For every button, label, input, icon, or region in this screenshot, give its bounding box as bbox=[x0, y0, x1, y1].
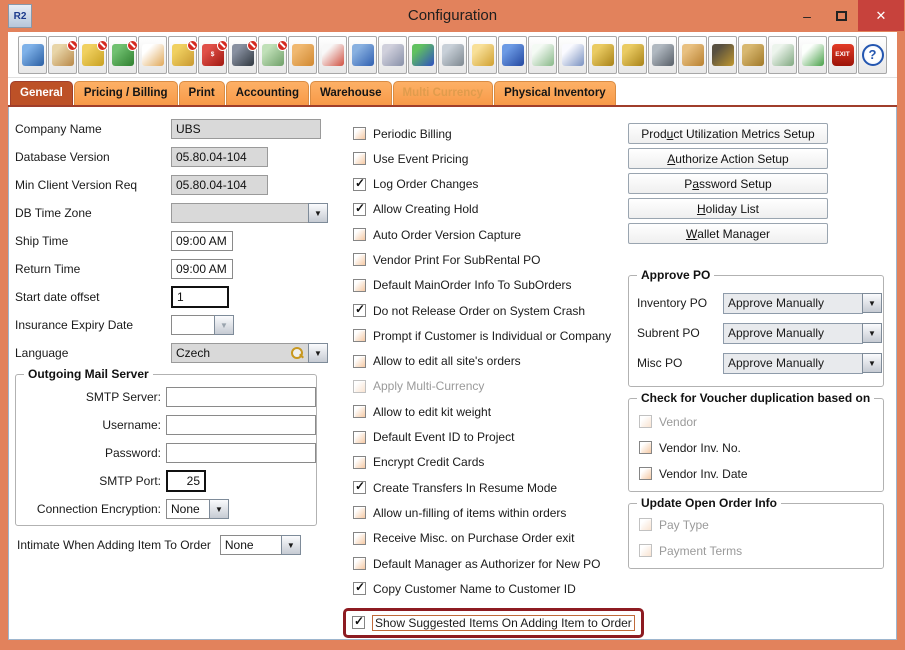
return-time-control bbox=[171, 259, 233, 279]
wallet-manager-button[interactable]: W allet Manager bbox=[628, 223, 828, 244]
smtp-port-row bbox=[16, 467, 316, 495]
edit-notes-icon bbox=[142, 44, 164, 66]
checkbox-periodic-billing[interactable] bbox=[353, 127, 366, 140]
language-control bbox=[171, 343, 328, 363]
tab-bar bbox=[8, 78, 897, 107]
restricted-badge-icon bbox=[127, 40, 138, 51]
calendar-icon bbox=[322, 44, 344, 66]
checkbox-label: Allow to edit kit weight bbox=[373, 404, 492, 419]
lock-import-button[interactable] bbox=[288, 36, 317, 74]
db-time-zone-label: DB Time Zone bbox=[15, 206, 92, 220]
shipping-doc-icon bbox=[52, 44, 74, 66]
checkbox-vendor[interactable] bbox=[639, 415, 652, 428]
payment-icon: $ bbox=[202, 44, 224, 66]
tab-general[interactable]: General bbox=[10, 81, 73, 105]
tools-config-button[interactable] bbox=[648, 36, 677, 74]
chevron-down-icon[interactable]: ▼ bbox=[862, 293, 882, 313]
chevron-down-icon[interactable]: ▼ bbox=[308, 203, 328, 223]
language-label: Language bbox=[15, 346, 69, 360]
tab-pricing-billing[interactable]: Pricing / Billing bbox=[74, 81, 178, 105]
group-title: Outgoing Mail Server bbox=[24, 367, 153, 381]
cash-coins-icon bbox=[82, 44, 104, 66]
username-label: Username: bbox=[102, 418, 161, 432]
product-cubes-button[interactable] bbox=[408, 36, 437, 74]
subrent-po-value[interactable]: Approve Manually bbox=[723, 323, 863, 344]
shield-user-button[interactable] bbox=[618, 36, 647, 74]
voucher-duplication-group bbox=[628, 391, 884, 492]
chevron-down-icon[interactable]: ▼ bbox=[862, 353, 882, 373]
close-button[interactable]: ✕ bbox=[858, 0, 904, 31]
cash-coins-button[interactable] bbox=[78, 36, 107, 74]
insurance-expiry-date-control bbox=[171, 315, 234, 335]
checkbox-encrypt-credit-cards[interactable] bbox=[353, 456, 366, 469]
start-date-offset-input[interactable] bbox=[171, 286, 229, 308]
awards-button[interactable] bbox=[708, 36, 737, 74]
ship-time-row bbox=[15, 227, 347, 255]
checkbox-row bbox=[639, 544, 883, 557]
insurance-expiry-date-input[interactable] bbox=[171, 315, 215, 335]
company-name-row bbox=[15, 115, 347, 143]
schedule-grid-icon bbox=[232, 44, 254, 66]
billing-invoice-icon bbox=[112, 44, 134, 66]
tax-table-icon bbox=[262, 44, 284, 66]
checkbox-label: Default MainOrder Info To SubOrders bbox=[373, 278, 572, 293]
window-controls bbox=[790, 0, 904, 31]
company-name-control bbox=[171, 119, 321, 139]
checkbox-vendor-inv-date[interactable] bbox=[639, 467, 652, 480]
inventory-po-combo bbox=[723, 293, 882, 314]
title-bar bbox=[0, 0, 905, 32]
help-button[interactable] bbox=[858, 36, 887, 74]
save-icon bbox=[22, 44, 44, 66]
password-label: Password: bbox=[104, 446, 161, 460]
lock-import-icon bbox=[292, 44, 314, 66]
restricted-badge-icon bbox=[187, 40, 198, 51]
min-client-version-req-control bbox=[171, 175, 268, 195]
measure-ruler-icon bbox=[352, 44, 374, 66]
order-form-icon bbox=[172, 44, 194, 66]
checkbox-allow-to-edit-kit-weight[interactable] bbox=[353, 405, 366, 418]
checkbox-vendor-inv-no[interactable] bbox=[639, 441, 652, 454]
shield-search-button[interactable] bbox=[588, 36, 617, 74]
intimate-combo-value[interactable]: None bbox=[220, 535, 282, 555]
checkbox-allow-to-edit-all-site-s-orders[interactable] bbox=[353, 355, 366, 368]
checkbox-label: Payment Terms bbox=[659, 543, 743, 558]
smtp-port-input[interactable] bbox=[166, 470, 206, 492]
checkbox-label: Show Suggested Items On Adding Item to Order bbox=[372, 615, 635, 631]
report-settings-icon bbox=[772, 44, 794, 66]
checkbox-allow-un-filling-of-items-within-orders[interactable] bbox=[353, 506, 366, 519]
misc-po-value[interactable]: Approve Manually bbox=[723, 353, 863, 374]
document-export-icon bbox=[802, 44, 824, 66]
restricted-badge-icon bbox=[67, 40, 78, 51]
report-settings-button[interactable] bbox=[768, 36, 797, 74]
chevron-down-icon[interactable]: ▼ bbox=[209, 499, 229, 519]
help-icon: ? bbox=[862, 44, 884, 66]
smtp-server-row bbox=[16, 383, 316, 411]
checkbox-label: Create Transfers In Resume Mode bbox=[373, 480, 558, 495]
tab-multi-currency[interactable]: Multi Currency bbox=[393, 81, 494, 105]
subrent-po-row bbox=[629, 318, 883, 348]
intimate-when-adding-item-row bbox=[17, 535, 301, 555]
checkbox-row bbox=[353, 178, 644, 191]
checkbox-label: Do not Release Order on System Crash bbox=[373, 303, 586, 318]
smtp-port-label: SMTP Port: bbox=[99, 474, 161, 488]
schedule-grid-button[interactable] bbox=[228, 36, 257, 74]
ship-time-control bbox=[171, 231, 233, 251]
start-date-offset-control bbox=[171, 286, 229, 308]
checkbox-row bbox=[639, 415, 883, 428]
restricted-badge-icon bbox=[97, 40, 108, 51]
document-send-button[interactable] bbox=[558, 36, 587, 74]
checkbox-row bbox=[353, 253, 644, 266]
folder-history-icon bbox=[472, 44, 494, 66]
checkbox-row bbox=[639, 518, 883, 531]
billing-invoice-button[interactable] bbox=[108, 36, 137, 74]
checkbox-do-not-release-order-on-system-crash[interactable] bbox=[353, 304, 366, 317]
intimate-combo bbox=[220, 535, 301, 555]
smtp-server-input[interactable] bbox=[166, 387, 316, 407]
min-client-version-req-field: 05.80.04-104 bbox=[171, 175, 268, 195]
maximize-icon bbox=[836, 11, 847, 21]
connection-encryption-row bbox=[16, 495, 316, 523]
checkbox-payment-terms[interactable] bbox=[639, 544, 652, 557]
database-version-field: 05.80.04-104 bbox=[171, 147, 268, 167]
checkbox-pay-type[interactable] bbox=[639, 518, 652, 531]
checkbox-label: Periodic Billing bbox=[373, 126, 452, 141]
price-tag-settings-button[interactable] bbox=[438, 36, 467, 74]
checkbox-label: Pay Type bbox=[659, 517, 709, 532]
authorize-action-setup-button[interactable]: A uthorize Action Setup bbox=[628, 148, 828, 169]
db-time-zone-field bbox=[171, 203, 309, 223]
checkbox-label: Allow to edit all site's orders bbox=[373, 354, 521, 369]
checkbox-prompt-if-customer-is-individual-or-company[interactable] bbox=[353, 329, 366, 342]
chevron-down-icon[interactable]: ▼ bbox=[862, 323, 882, 343]
checkbox-label: Use Event Pricing bbox=[373, 151, 469, 166]
voucher-checkboxes bbox=[639, 415, 883, 480]
db-time-zone-control bbox=[171, 203, 328, 223]
product-cubes-icon bbox=[412, 44, 434, 66]
minimize-button[interactable]: – bbox=[803, 7, 811, 24]
checkbox-apply-multi-currency[interactable] bbox=[353, 380, 366, 393]
username-input[interactable] bbox=[166, 415, 316, 435]
settings-gears-icon bbox=[382, 44, 404, 66]
group-title: Approve PO bbox=[637, 268, 714, 282]
return-time-row bbox=[15, 255, 347, 283]
mail-server-fields bbox=[16, 383, 316, 523]
checkbox-row bbox=[353, 506, 644, 519]
checkbox-row bbox=[353, 456, 644, 469]
edit-notes-button[interactable] bbox=[138, 36, 167, 74]
subrent-po-combo bbox=[723, 323, 882, 344]
checkbox-row bbox=[353, 127, 644, 140]
start-date-offset-label: Start date offset bbox=[15, 290, 100, 304]
tax-table-button[interactable] bbox=[258, 36, 287, 74]
tab-print[interactable]: Print bbox=[179, 81, 225, 105]
checkbox-copy-customer-name-to-customer-id[interactable] bbox=[353, 582, 366, 595]
connection-encryption-value[interactable]: None bbox=[166, 499, 210, 519]
checkbox-default-event-id-to-project[interactable] bbox=[353, 431, 366, 444]
ship-time-label: Ship Time bbox=[15, 234, 69, 248]
checkbox-row bbox=[353, 481, 644, 494]
tools-config-icon bbox=[652, 44, 674, 66]
general-tab-panel bbox=[8, 107, 897, 640]
checkbox-show-suggested-items-on-adding-item-to-order[interactable] bbox=[352, 616, 365, 629]
outgoing-mail-server-group bbox=[15, 367, 317, 526]
checkbox-row bbox=[353, 355, 644, 368]
checkbox-row bbox=[353, 380, 644, 393]
checkbox-row bbox=[353, 329, 644, 342]
min-client-version-req-label: Min Client Version Req bbox=[15, 178, 138, 192]
db-time-zone-row bbox=[15, 199, 347, 227]
checkbox-row bbox=[639, 467, 883, 480]
options-checkbox-column bbox=[353, 127, 644, 642]
app-icon: R2 bbox=[8, 4, 32, 28]
checkbox-row bbox=[353, 279, 644, 292]
chevron-down-icon[interactable]: ▼ bbox=[308, 343, 328, 363]
inventory-po-value[interactable]: Approve Manually bbox=[723, 293, 863, 314]
form-editor-icon bbox=[502, 44, 524, 66]
checkbox-log-order-changes[interactable] bbox=[353, 178, 366, 191]
checkbox-row bbox=[353, 582, 644, 595]
approve-po-group bbox=[628, 268, 884, 387]
inventory-po-label: Inventory PO bbox=[637, 296, 708, 310]
checkbox-label: Vendor bbox=[659, 414, 698, 429]
checkbox-auto-order-version-capture[interactable] bbox=[353, 228, 366, 241]
checkbox-create-transfers-in-resume-mode[interactable] bbox=[353, 481, 366, 494]
checkbox-label: Allow un-filling of items within orders bbox=[373, 505, 567, 520]
report-cubes-button[interactable] bbox=[528, 36, 557, 74]
folder-settings-icon bbox=[742, 44, 764, 66]
checkbox-label: Vendor Inv. No. bbox=[659, 440, 741, 455]
approve-po-rows bbox=[629, 288, 883, 378]
tab-warehouse[interactable]: Warehouse bbox=[310, 81, 392, 105]
group-title: Check for Voucher duplication based on bbox=[637, 391, 874, 405]
form-editor-button[interactable] bbox=[498, 36, 527, 74]
password-setup-button[interactable]: P a ssword Setup bbox=[628, 173, 828, 194]
document-send-icon bbox=[562, 44, 584, 66]
inventory-po-row bbox=[629, 288, 883, 318]
misc-po-row bbox=[629, 348, 883, 378]
checkbox-row bbox=[353, 557, 644, 570]
password-input[interactable] bbox=[166, 443, 316, 463]
update-open-order-checkboxes bbox=[639, 518, 883, 557]
shield-user-icon bbox=[622, 44, 644, 66]
connection-encryption-combo bbox=[166, 499, 229, 519]
save-button[interactable] bbox=[18, 36, 47, 74]
window-body bbox=[8, 32, 897, 640]
restricted-badge-icon bbox=[247, 40, 258, 51]
checkbox-label: Copy Customer Name to Customer ID bbox=[373, 581, 576, 596]
secure-folder-button[interactable] bbox=[678, 36, 707, 74]
checkbox-default-manager-as-authorizer-for-new-po[interactable] bbox=[353, 557, 366, 570]
group-title: Update Open Order Info bbox=[637, 496, 781, 510]
ship-time-input[interactable] bbox=[171, 231, 233, 251]
checkbox-row bbox=[353, 203, 644, 216]
window-title: Configuration bbox=[407, 7, 498, 24]
checkbox-label: Apply Multi-Currency bbox=[373, 379, 485, 394]
checkbox-label: Default Manager as Authorizer for New PO bbox=[373, 556, 601, 571]
checkbox-label: Auto Order Version Capture bbox=[373, 227, 522, 242]
folder-settings-button[interactable] bbox=[738, 36, 767, 74]
product-utilization-metrics-setup-button[interactable]: Prod u ct Utilization Metrics Setup bbox=[628, 123, 828, 144]
checkbox-row bbox=[353, 152, 644, 165]
checkbox-label: Allow Creating Hold bbox=[373, 202, 479, 217]
holiday-list-button[interactable]: H oliday List bbox=[628, 198, 828, 219]
language-field[interactable]: Czech bbox=[171, 343, 309, 363]
exit-button[interactable] bbox=[828, 36, 857, 74]
checkbox-label: Receive Misc. on Purchase Order exit bbox=[373, 531, 575, 546]
settings-gears-button[interactable] bbox=[378, 36, 407, 74]
checkbox-vendor-print-for-subrental-po[interactable] bbox=[353, 253, 366, 266]
secure-folder-icon bbox=[682, 44, 704, 66]
report-cubes-icon bbox=[532, 44, 554, 66]
setup-action-buttons bbox=[628, 123, 828, 248]
database-version-control bbox=[171, 147, 268, 167]
checkbox-row bbox=[639, 441, 883, 454]
company-name-field: UBS bbox=[171, 119, 321, 139]
checkbox-row-highlighted bbox=[343, 608, 644, 638]
return-time-input[interactable] bbox=[171, 259, 233, 279]
search-icon[interactable] bbox=[291, 347, 304, 360]
connection-encryption-label: Connection Encryption: bbox=[36, 502, 161, 516]
username-row bbox=[16, 411, 316, 439]
restricted-badge-icon bbox=[217, 40, 228, 51]
database-version-label: Database Version bbox=[15, 150, 110, 164]
checkbox-default-mainorder-info-to-suborders[interactable] bbox=[353, 279, 366, 292]
order-form-button[interactable] bbox=[168, 36, 197, 74]
folder-history-button[interactable] bbox=[468, 36, 497, 74]
checkbox-label: Encrypt Credit Cards bbox=[373, 455, 485, 470]
maximize-button[interactable] bbox=[824, 0, 858, 31]
checkbox-label: Vendor Inv. Date bbox=[659, 466, 748, 481]
checkbox-row bbox=[353, 405, 644, 418]
misc-po-combo bbox=[723, 353, 882, 374]
chevron-down-icon[interactable]: ▼ bbox=[281, 535, 301, 555]
tab-physical-inventory[interactable]: Physical Inventory bbox=[494, 81, 616, 105]
password-row bbox=[16, 439, 316, 467]
update-open-order-group bbox=[628, 496, 884, 569]
intimate-when-adding-item-label: Intimate When Adding Item To Order bbox=[17, 538, 211, 552]
min-client-version-req-row bbox=[15, 171, 347, 199]
checkbox-receive-misc-on-purchase-order-exit[interactable] bbox=[353, 532, 366, 545]
subrent-po-label: Subrent PO bbox=[637, 326, 700, 340]
checkbox-label: Prompt if Customer is Individual or Company bbox=[373, 328, 612, 343]
start-date-offset-row bbox=[15, 283, 347, 311]
checkbox-allow-creating-hold[interactable] bbox=[353, 203, 366, 216]
exit-icon: EXIT bbox=[832, 44, 854, 66]
price-tag-settings-icon bbox=[442, 44, 464, 66]
checkbox-label: Log Order Changes bbox=[373, 177, 479, 192]
checkbox-label: Default Event ID to Project bbox=[373, 430, 515, 445]
checkbox-row bbox=[353, 228, 644, 241]
general-settings-fields bbox=[15, 115, 347, 367]
database-version-row bbox=[15, 143, 347, 171]
measure-ruler-button[interactable] bbox=[348, 36, 377, 74]
misc-po-label: Misc PO bbox=[637, 356, 683, 370]
chevron-down-icon: ▼ bbox=[214, 315, 234, 335]
main-toolbar bbox=[8, 32, 897, 78]
company-name-label: Company Name bbox=[15, 122, 102, 136]
payment-button[interactable] bbox=[198, 36, 227, 74]
shield-search-icon bbox=[592, 44, 614, 66]
awards-icon bbox=[712, 44, 734, 66]
return-time-label: Return Time bbox=[15, 262, 81, 276]
tab-accounting[interactable]: Accounting bbox=[226, 81, 309, 105]
document-export-button[interactable] bbox=[798, 36, 827, 74]
smtp-server-label: SMTP Server: bbox=[85, 390, 161, 404]
checkbox-row bbox=[353, 532, 644, 545]
language-row bbox=[15, 339, 347, 367]
shipping-doc-button[interactable] bbox=[48, 36, 77, 74]
checkbox-row bbox=[353, 304, 644, 317]
insurance-expiry-date-label: Insurance Expiry Date bbox=[15, 318, 134, 332]
insurance-expiry-date-row bbox=[15, 311, 347, 339]
checkbox-row bbox=[353, 431, 644, 444]
checkbox-label: Vendor Print For SubRental PO bbox=[373, 252, 541, 267]
restricted-badge-icon bbox=[277, 40, 288, 51]
checkbox-use-event-pricing[interactable] bbox=[353, 152, 366, 165]
calendar-button[interactable] bbox=[318, 36, 347, 74]
